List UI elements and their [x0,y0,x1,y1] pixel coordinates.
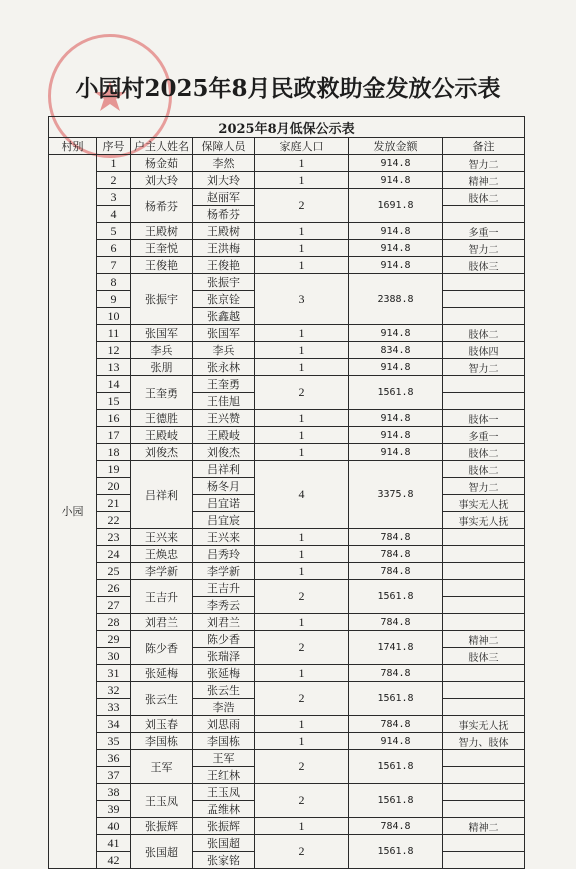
insured-cell: 王兴赞 [193,410,255,427]
household-count-cell: 1 [255,359,349,376]
insured-cell: 张家铭 [193,852,255,869]
remark-cell [443,206,525,223]
head-name-cell: 张朋 [131,359,193,376]
col-header-serial: 序号 [97,138,131,155]
insured-cell: 王俊艳 [193,257,255,274]
amount-cell: 914.8 [349,155,443,172]
insured-cell: 王佳旭 [193,393,255,410]
head-name-cell: 王玉凤 [131,784,193,818]
insured-cell: 吕秀玲 [193,546,255,563]
amount-cell: 784.8 [349,716,443,733]
table-row [49,750,525,767]
insured-cell: 王兴来 [193,529,255,546]
serial-cell: 27 [97,597,131,614]
insured-cell: 吕宜诺 [193,495,255,512]
head-name-cell: 李学新 [131,563,193,580]
household-count-cell: 1 [255,257,349,274]
amount-cell: 1561.8 [349,580,443,614]
amount-cell: 2388.8 [349,274,443,325]
insured-cell: 杨冬月 [193,478,255,495]
col-header-head: 户主人姓名 [131,138,193,155]
serial-cell: 29 [97,631,131,648]
remark-cell [443,750,525,767]
table-row [49,257,525,274]
head-name-cell: 刘俊杰 [131,444,193,461]
remark-cell: 多重一 [443,427,525,444]
serial-cell: 32 [97,682,131,699]
remark-cell [443,308,525,325]
insured-cell: 刘俊杰 [193,444,255,461]
remark-cell [443,376,525,393]
head-name-cell: 张振辉 [131,818,193,835]
amount-cell: 1741.8 [349,631,443,665]
head-name-cell: 王俊艳 [131,257,193,274]
table-row [49,631,525,648]
serial-cell: 5 [97,223,131,240]
insured-cell: 王吉升 [193,580,255,597]
table-row [49,665,525,682]
remark-cell: 智力二 [443,155,525,172]
head-name-cell: 刘君兰 [131,614,193,631]
insured-cell: 吕祥利 [193,461,255,478]
head-name-cell: 王奎勇 [131,376,193,410]
remark-cell: 事实无人抚 [443,495,525,512]
head-name-cell: 张国军 [131,325,193,342]
household-count-cell: 1 [255,325,349,342]
household-count-cell: 1 [255,444,349,461]
remark-cell [443,563,525,580]
household-count-cell: 1 [255,155,349,172]
insured-cell: 李浩 [193,699,255,716]
document-title: 小园村2025年8月民政救助金发放公示表 [75,75,501,102]
table-row [49,240,525,257]
household-count-cell: 1 [255,614,349,631]
remark-cell [443,597,525,614]
insured-cell: 张鑫越 [193,308,255,325]
insured-cell: 刘君兰 [193,614,255,631]
remark-cell [443,835,525,852]
amount-cell: 914.8 [349,359,443,376]
serial-cell: 26 [97,580,131,597]
head-name-cell: 张国超 [131,835,193,869]
amount-cell: 914.8 [349,444,443,461]
insured-cell: 张永林 [193,359,255,376]
remark-cell: 精神二 [443,631,525,648]
amount-cell: 1561.8 [349,750,443,784]
remark-cell: 精神二 [443,172,525,189]
household-count-cell: 4 [255,461,349,529]
household-count-cell: 1 [255,563,349,580]
remark-cell: 智力二 [443,240,525,257]
remark-cell: 智力二 [443,478,525,495]
remark-cell [443,529,525,546]
serial-cell: 3 [97,189,131,206]
table-row [49,274,525,291]
household-count-cell: 2 [255,376,349,410]
serial-cell: 17 [97,427,131,444]
serial-cell: 30 [97,648,131,665]
remark-cell: 精神二 [443,818,525,835]
insured-cell: 王洪梅 [193,240,255,257]
amount-cell: 1561.8 [349,682,443,716]
village-cell: 小园 [49,155,97,869]
col-header-village: 村别 [49,138,97,155]
remark-cell [443,784,525,801]
relief-table-sheet [48,116,528,867]
head-name-cell: 李国栋 [131,733,193,750]
table-row [49,546,525,563]
insured-cell: 王殿岐 [193,427,255,444]
serial-cell: 10 [97,308,131,325]
serial-cell: 28 [97,614,131,631]
remark-cell [443,767,525,784]
serial-cell: 18 [97,444,131,461]
table-row [49,172,525,189]
household-count-cell: 1 [255,342,349,359]
amount-cell: 784.8 [349,529,443,546]
table-row [49,682,525,699]
serial-cell: 7 [97,257,131,274]
serial-cell: 19 [97,461,131,478]
head-name-cell: 王德胜 [131,410,193,427]
remark-cell [443,682,525,699]
amount-cell: 914.8 [349,325,443,342]
household-count-cell: 2 [255,784,349,818]
amount-cell: 914.8 [349,733,443,750]
serial-cell: 25 [97,563,131,580]
serial-cell: 1 [97,155,131,172]
amount-cell: 834.8 [349,342,443,359]
amount-cell: 914.8 [349,172,443,189]
table-row [49,461,525,478]
household-count-cell: 2 [255,750,349,784]
amount-cell: 914.8 [349,240,443,257]
household-count-cell: 1 [255,427,349,444]
col-header-amount: 发放金额 [349,138,443,155]
serial-cell: 38 [97,784,131,801]
insured-cell: 张瑞泽 [193,648,255,665]
remark-cell: 肢体二 [443,461,525,478]
remark-cell [443,852,525,869]
remark-cell: 肢体三 [443,257,525,274]
insured-cell: 张国军 [193,325,255,342]
head-name-cell: 张振宇 [131,274,193,325]
head-name-cell: 杨金茹 [131,155,193,172]
insured-cell: 张振辉 [193,818,255,835]
remark-cell [443,291,525,308]
table-row [49,716,525,733]
head-name-cell: 刘玉春 [131,716,193,733]
table-row [49,529,525,546]
serial-cell: 42 [97,852,131,869]
table-caption: 2025年8月低保公示表 [49,117,525,138]
amount-cell: 914.8 [349,427,443,444]
remark-cell [443,393,525,410]
head-name-cell: 李兵 [131,342,193,359]
serial-cell: 13 [97,359,131,376]
serial-cell: 9 [97,291,131,308]
remark-cell: 肢体二 [443,189,525,206]
table-row [49,733,525,750]
insured-cell: 赵丽军 [193,189,255,206]
head-name-cell: 王兴来 [131,529,193,546]
table-row [49,325,525,342]
table-row [49,155,525,172]
remark-cell [443,699,525,716]
insured-cell: 李国栋 [193,733,255,750]
amount-cell: 914.8 [349,223,443,240]
head-name-cell: 王殿树 [131,223,193,240]
remark-cell: 肢体二 [443,444,525,461]
table-row [49,563,525,580]
insured-cell: 李兵 [193,342,255,359]
amount-cell: 1691.8 [349,189,443,223]
col-header-remark: 备注 [443,138,525,155]
amount-cell: 3375.8 [349,461,443,529]
table-row [49,359,525,376]
insured-cell: 陈少香 [193,631,255,648]
remark-cell [443,665,525,682]
amount-cell: 914.8 [349,410,443,427]
head-name-cell: 王奎悦 [131,240,193,257]
serial-cell: 8 [97,274,131,291]
insured-cell: 王玉凤 [193,784,255,801]
col-header-insured: 保障人员 [193,138,255,155]
serial-cell: 22 [97,512,131,529]
insured-cell: 王军 [193,750,255,767]
head-name-cell: 陈少香 [131,631,193,665]
serial-cell: 41 [97,835,131,852]
serial-cell: 4 [97,206,131,223]
remark-cell: 智力、肢体 [443,733,525,750]
insured-cell: 张延梅 [193,665,255,682]
serial-cell: 6 [97,240,131,257]
amount-cell: 1561.8 [349,376,443,410]
household-count-cell: 1 [255,240,349,257]
insured-cell: 刘大玲 [193,172,255,189]
insured-cell: 张京铨 [193,291,255,308]
head-name-cell: 王吉升 [131,580,193,614]
amount-cell: 1561.8 [349,784,443,818]
remark-cell: 肢体二 [443,325,525,342]
insured-cell: 刘思雨 [193,716,255,733]
household-count-cell: 1 [255,733,349,750]
table-row [49,189,525,206]
col-header-household: 家庭人口 [255,138,349,155]
serial-cell: 21 [97,495,131,512]
serial-cell: 16 [97,410,131,427]
amount-cell: 1561.8 [349,835,443,869]
remark-cell [443,580,525,597]
household-count-cell: 2 [255,189,349,223]
remark-cell: 智力二 [443,359,525,376]
household-count-cell: 1 [255,665,349,682]
insured-cell: 王殿树 [193,223,255,240]
amount-cell: 784.8 [349,665,443,682]
insured-cell: 王奎勇 [193,376,255,393]
serial-cell: 36 [97,750,131,767]
table-row [49,784,525,801]
amount-cell: 914.8 [349,257,443,274]
table-row [49,410,525,427]
household-count-cell: 1 [255,818,349,835]
remark-cell: 肢体四 [443,342,525,359]
table-row [49,342,525,359]
household-count-cell: 1 [255,529,349,546]
insured-cell: 吕宜宸 [193,512,255,529]
serial-cell: 11 [97,325,131,342]
household-count-cell: 2 [255,631,349,665]
remark-cell: 事实无人抚 [443,716,525,733]
serial-cell: 12 [97,342,131,359]
head-name-cell: 王殿岐 [131,427,193,444]
serial-cell: 34 [97,716,131,733]
amount-cell: 784.8 [349,563,443,580]
head-name-cell: 张延梅 [131,665,193,682]
remark-cell: 肢体一 [443,410,525,427]
amount-cell: 784.8 [349,818,443,835]
serial-cell: 23 [97,529,131,546]
household-count-cell: 1 [255,410,349,427]
remark-cell: 多重一 [443,223,525,240]
serial-cell: 40 [97,818,131,835]
serial-cell: 15 [97,393,131,410]
insured-cell: 孟维林 [193,801,255,818]
table-row [49,614,525,631]
head-name-cell: 刘大玲 [131,172,193,189]
household-count-cell: 3 [255,274,349,325]
serial-cell: 37 [97,767,131,784]
serial-cell: 14 [97,376,131,393]
remark-cell [443,274,525,291]
remark-cell [443,614,525,631]
head-name-cell: 王军 [131,750,193,784]
serial-cell: 2 [97,172,131,189]
head-name-cell: 王焕忠 [131,546,193,563]
relief-table [48,116,525,869]
remark-cell: 肢体三 [443,648,525,665]
serial-cell: 33 [97,699,131,716]
household-count-cell: 1 [255,716,349,733]
insured-cell: 杨希芬 [193,206,255,223]
remark-cell [443,801,525,818]
serial-cell: 39 [97,801,131,818]
remark-cell: 事实无人抚 [443,512,525,529]
serial-cell: 35 [97,733,131,750]
serial-cell: 20 [97,478,131,495]
head-name-cell: 杨希芬 [131,189,193,223]
head-name-cell: 吕祥利 [131,461,193,529]
household-count-cell: 1 [255,546,349,563]
amount-cell: 784.8 [349,546,443,563]
head-name-cell: 张云生 [131,682,193,716]
serial-cell: 31 [97,665,131,682]
table-body [49,155,525,869]
insured-cell: 李学新 [193,563,255,580]
table-row [49,835,525,852]
remark-cell [443,546,525,563]
household-count-cell: 1 [255,223,349,240]
table-row [49,444,525,461]
insured-cell: 王红林 [193,767,255,784]
table-row [49,427,525,444]
table-row [49,223,525,240]
insured-cell: 张国超 [193,835,255,852]
insured-cell: 张云生 [193,682,255,699]
household-count-cell: 2 [255,580,349,614]
insured-cell: 李秀云 [193,597,255,614]
table-row [49,376,525,393]
table-row [49,818,525,835]
table-row [49,580,525,597]
household-count-cell: 1 [255,172,349,189]
amount-cell: 784.8 [349,614,443,631]
insured-cell: 张振宇 [193,274,255,291]
household-count-cell: 2 [255,682,349,716]
serial-cell: 24 [97,546,131,563]
household-count-cell: 2 [255,835,349,869]
insured-cell: 李然 [193,155,255,172]
